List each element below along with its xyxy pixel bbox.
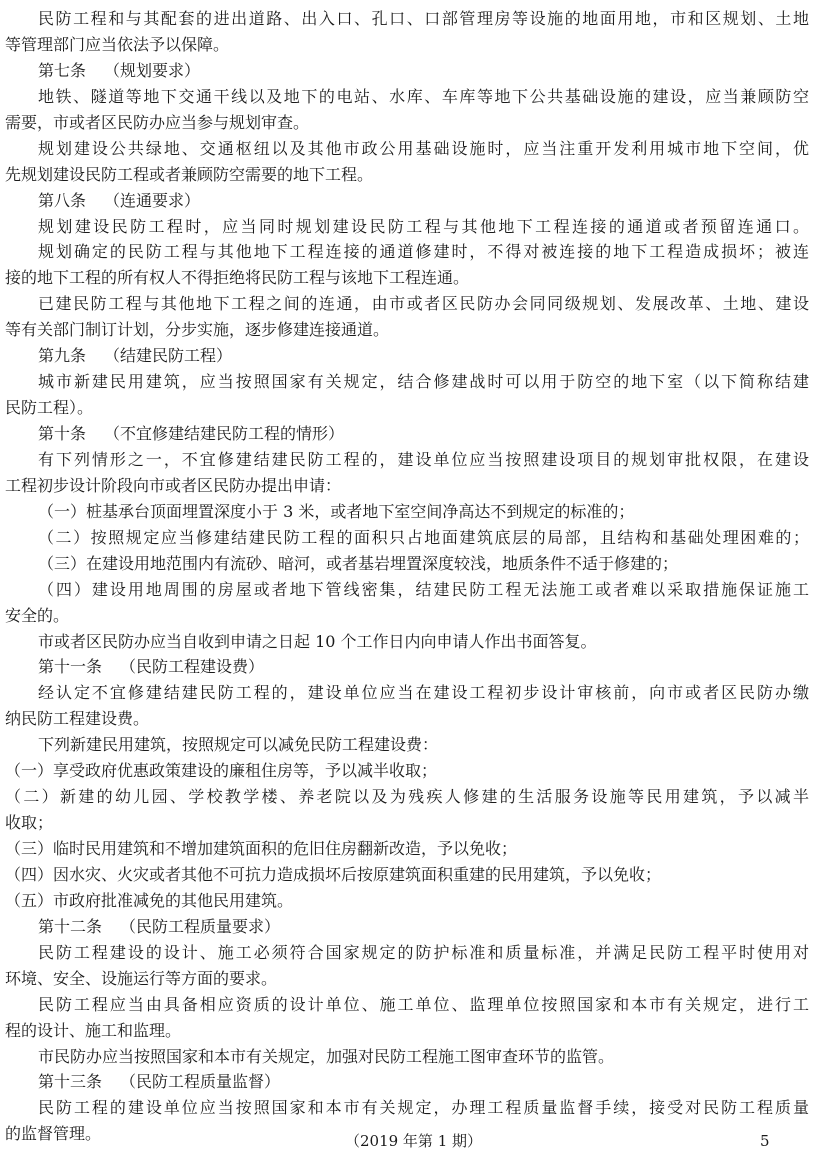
- text-line: 规划建设民防工程时，应当同时规划建设民防工程与其他地下工程连接的通道或者预留连通口。: [38, 216, 809, 236]
- text-line: 地铁、隧道等地下交通干线以及地下的电站、水库、车库等地下公共基础设施的建设，应当兼顾防空: [38, 86, 809, 106]
- article-heading: [0, 654, 827, 680]
- article-heading: [0, 188, 827, 214]
- text-line: 下列新建民用建筑，按照规定可以减免民防工程建设费：: [38, 735, 439, 755]
- text-line: 民防工程）。: [5, 398, 94, 418]
- text-line: 安全的。: [5, 605, 70, 625]
- article-subtitle: （不宜修建结建民防工程的情形）: [104, 424, 345, 443]
- text-line: 市民防办应当按照国家和本市有关规定，加强对民防工程施工图审查环节的监管。: [38, 1046, 615, 1066]
- article-heading: [0, 343, 827, 369]
- text-line: 接的地下工程的所有权人不得拒绝将民防工程与该地下工程连通。: [5, 268, 470, 288]
- text-line: （四）建设用地周围的房屋或者地下管线密集，结建民防工程无法施工或者难以采取措施保证施工: [38, 579, 809, 599]
- article-number: 第七条: [38, 60, 87, 80]
- article-number: 第十条: [38, 424, 87, 443]
- article-subtitle: （规划要求）: [104, 60, 201, 80]
- text-line: 规划建设公共绿地、交通枢纽以及其他市政公用基础设施时，应当注重开发利用城市地下空间，优: [38, 138, 809, 158]
- text-line: 经认定不宜修建结建民防工程的，建设单位应当在建设工程初步设计审核前，向市或者区民防办缴: [38, 683, 809, 703]
- text-line: 市或者区民防办应当自收到申请之日起 10 个工作日内向申请人作出书面答复。: [38, 631, 597, 651]
- article-number: 第十一条: [38, 657, 103, 677]
- article-number: 第十二条: [38, 916, 103, 936]
- text-line: 民防工程的建设单位应当按照国家和本市有关规定，办理工程质量监督手续，接受对民防工程质量: [38, 1098, 809, 1118]
- text-line: （三）在建设用地范围内有流砂、暗河，或者基岩埋置深度较浅，地质条件不适于修建的；: [38, 553, 679, 573]
- text-line: （一）享受政府优惠政策建设的廉租住房等，予以减半收取；: [5, 761, 438, 781]
- text-line: 工程初步设计阶段向市或者区民防办提出申请：: [5, 475, 342, 495]
- page-footer: [0, 1130, 827, 1152]
- text-line: 收取；: [5, 813, 54, 833]
- article-number: 第九条: [38, 346, 87, 366]
- text-line: （二）按照规定应当修建结建民防工程的面积只占地面建筑底层的局部，且结构和基础处理困难的；: [38, 527, 809, 547]
- text-line: 纳民防工程建设费。: [5, 709, 150, 729]
- text-line: （二）新建的幼儿园、学校教学楼、养老院以及为残疾人修建的生活服务设施等民用建筑，予以减半: [5, 787, 809, 807]
- article-number: 第八条: [38, 190, 87, 210]
- text-line: 已建民防工程与其他地下工程之间的连通，由市或者区民防办会同同级规划、发展改革、土地、建设: [38, 294, 809, 314]
- text-line: （三）临时民用建筑和不增加建筑面积的危旧住房翻新改造，予以免收；: [5, 839, 518, 858]
- text-line: 先规划建设民防工程或者兼顾防空需要的地下工程。: [5, 164, 374, 184]
- article-subtitle: （民防工程质量监督）: [120, 1072, 281, 1092]
- text-line: 需要，市或者区民防办应当参与规划审查。: [5, 112, 310, 132]
- text-line: 民防工程建设的设计、施工必须符合国家规定的防护标准和质量标准，并满足民防工程平时使用对: [38, 942, 809, 962]
- document-body: [0, 6, 827, 1147]
- text-line: （五）市政府批准减免的其他民用建筑。: [5, 890, 294, 910]
- text-line: 有下列情形之一，不宜修建结建民防工程的，建设单位应当按照建设项目的规划审批权限，在建设: [38, 449, 809, 469]
- article-subtitle: （连通要求）: [104, 190, 201, 210]
- article-subtitle: （结建民防工程）: [104, 346, 233, 366]
- text-line: 程的设计、施工和监理。: [5, 1020, 182, 1040]
- article-heading: [0, 58, 827, 84]
- text-line: （四）因水灾、火灾或者其他不可抗力造成损坏后按原建筑面积重建的民用建筑，予以免收；: [5, 864, 662, 884]
- text-line: （一）桩基承台顶面埋置深度小于 3 米，或者地下室空间净高达不到规定的标准的；: [38, 501, 635, 521]
- text-line: 民防工程应当由具备相应资质的设计单位、施工单位、监理单位按照国家和本市有关规定，进行工: [38, 994, 809, 1014]
- article-subtitle: （民防工程质量要求）: [120, 916, 281, 936]
- article-heading: [0, 421, 827, 447]
- page-number: 5: [760, 1132, 770, 1150]
- text-line: 的监督管理。: [5, 1124, 102, 1144]
- article-subtitle: （民防工程建设费）: [120, 657, 265, 677]
- text-line: 环境、安全、设施运行等方面的要求。: [5, 968, 278, 988]
- text-line: 等有关部门制订计划，分步实施，逐步修建连接通道。: [5, 320, 390, 340]
- text-line: 等管理部门应当依法予以保障。: [5, 34, 230, 54]
- text-line: 民防工程和与其配套的进出道路、出入口、孔口、口部管理房等设施的地面用地，市和区规划、土地: [38, 9, 809, 28]
- text-line: 规划确定的民防工程与其他地下工程连接的通道修建时，不得对被连接的地下工程造成损坏；被连: [38, 242, 809, 262]
- issue-label: （2019 年第 1 期）: [344, 1132, 483, 1150]
- text-line: 城市新建民用建筑，应当按照国家有关规定，结合修建战时可以用于防空的地下室（以下简称结建: [38, 372, 809, 392]
- article-heading: [0, 1069, 827, 1095]
- article-number: 第十三条: [38, 1072, 103, 1092]
- article-heading: [0, 914, 827, 940]
